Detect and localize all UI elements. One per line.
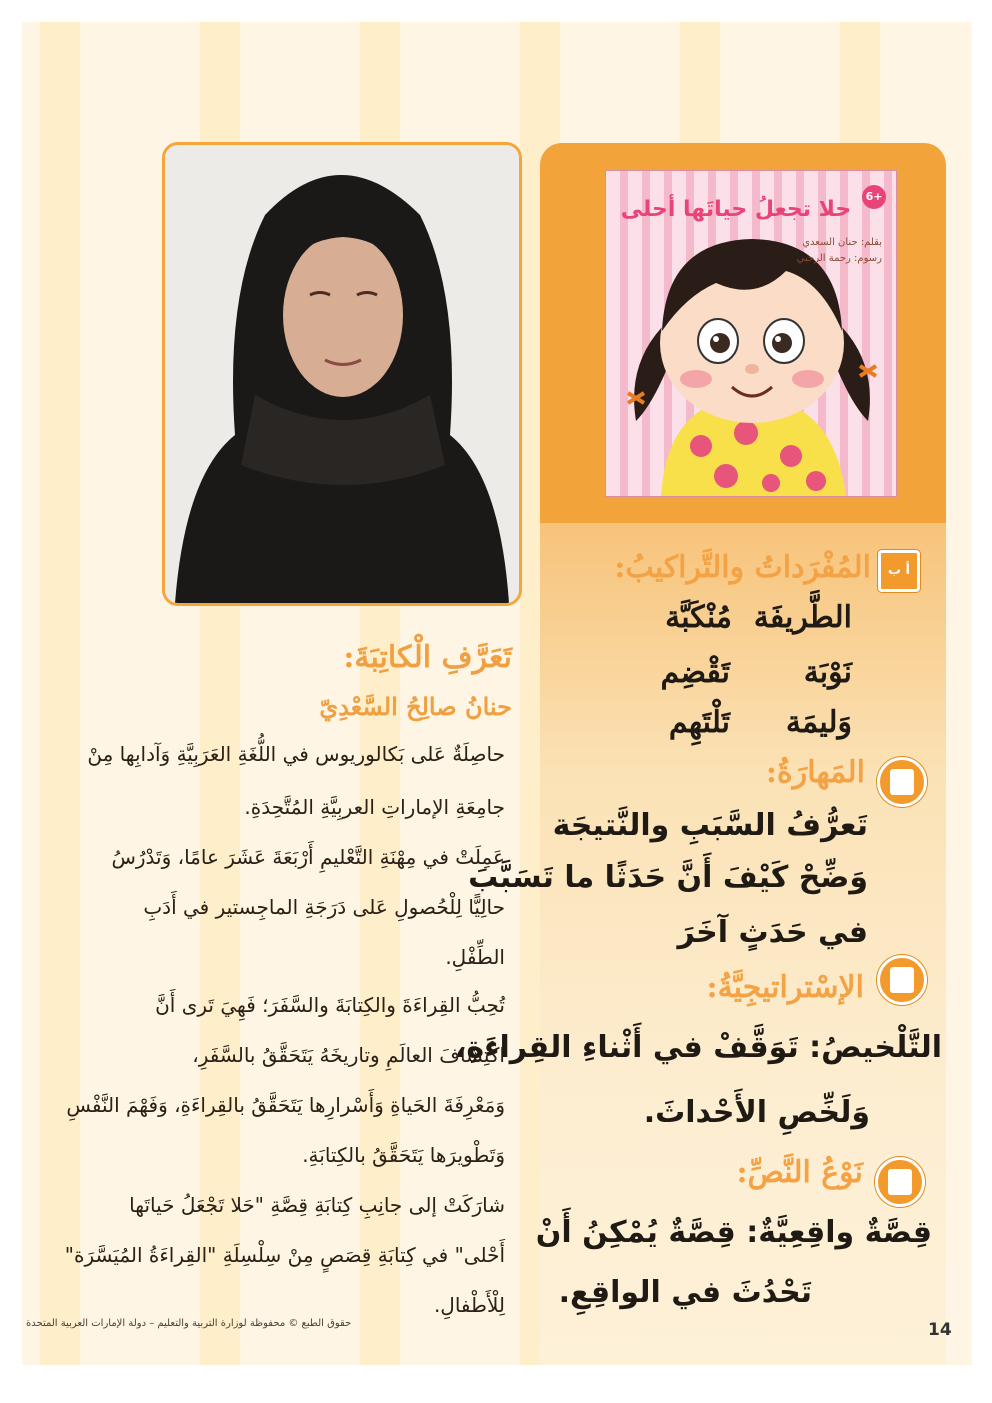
vocabulary-heading: المُفْرَداتُ والتَّراكيبُ:: [614, 550, 871, 585]
author-line-9: وَتَطْويرَها يَتَحَقَّقُ بالكِتابَةِ.: [302, 1143, 505, 1167]
vocab-word-4: تَقْضِم: [660, 655, 730, 690]
skill-icon: [877, 757, 927, 807]
author-photo: [162, 142, 522, 606]
illustrator-credit: رسوم: رحمة الرحبي: [796, 253, 882, 264]
author-line-6: تُحِبُّ القِراءَةَ والكِتابَةَ والسَّفَرَ؛ فَهِيَ تَرى أَنَّ: [155, 993, 505, 1017]
vocabulary-icon-label: أ ب: [887, 563, 911, 578]
author-line-4: حالِيًّا لِلْحُصولِ عَلى دَرَجَةِ الماجِستير في أَدَبِ: [143, 895, 505, 919]
author-line-2: جامِعَةِ الإماراتِ العربِيَّةِ المُتَّحِدَةِ.: [244, 795, 505, 819]
page-number: 14: [928, 1320, 952, 1340]
book-title: حلا تجعلُ حياتَها أحلى: [620, 197, 852, 222]
author-line-12: لِلْأَطْفالِ.: [433, 1293, 505, 1317]
book-credits: [797, 235, 882, 267]
page-margin-bottom: [0, 1365, 992, 1403]
author-line-11: أَحْلى" في كِتابَةِ قِصَصٍ مِنْ سِلْسِلَةِ "القِراءَةُ المُيَسَّرَة": [64, 1243, 505, 1267]
author-name: حنانُ صالِحُ السَّعْدِيّ: [319, 692, 512, 721]
strategy-line-1: التَّلْخيصُ: تَوَقَّفْ في أَثْناءِ القِراءَةِ،: [455, 1030, 942, 1065]
skill-line-2: وَضِّحْ كَيْفَ أَنَّ حَدَثًا ما تَسَبَّبَ: [468, 860, 868, 895]
skill-line-3: في حَدَثٍ آخَرَ: [677, 915, 868, 950]
text-type-icon: [875, 1157, 925, 1207]
copyright-notice: حقوق الطبع © محفوظة لوزارة التربية والتعليم – دولة الإمارات العربية المتحدة: [26, 1318, 352, 1329]
text-type-line-1: قِصَّةٌ واقِعِيَّةٌ: قِصَّةٌ يُمْكِنُ أَنْ: [535, 1215, 932, 1250]
skill-line-1: تَعرُّفُ السَّبَبِ والنَّتيجَة: [552, 808, 868, 843]
text-type-heading: نَوْعُ النَّصِّ:: [736, 1155, 863, 1190]
skill-heading: المَهارَةُ:: [765, 755, 865, 790]
vocab-word-2: مُنْكَبَّة: [665, 600, 732, 635]
author-line-3: عَمِلَتْ في مِهْنَةِ التَّعْليمِ أَرْبَعَةَ عَشَرَ عامًا، وَتَدْرُسُ: [111, 845, 505, 869]
page-margin-left: [0, 0, 22, 1403]
author-heading: تَعَرَّفِ الْكاتِبَةَ:: [343, 640, 512, 675]
vocab-word-1: الطَّريفَة: [753, 600, 852, 635]
author-line-10: شارَكَتْ إلى جانِبِ كِتابَةِ قِصَّةِ "حَلا تَجْعَلُ حَياتَها: [129, 1193, 505, 1217]
author-credit: بقلم: حنان السعدي: [802, 237, 882, 248]
author-line-8: وَمَعْرِفَةَ الحَياةِ وَأَسْرارِها يَتَحَقَّقُ بالقِراءَةِ، وَفَهْمَ النَّفْسِ: [66, 1093, 505, 1117]
vocab-word-3: نَوْبَة: [803, 655, 852, 690]
text-type-line-2: تَحْدُثَ في الواقِعِ.: [558, 1275, 812, 1310]
age-badge: 6+: [862, 185, 886, 209]
page-margin-right: [972, 0, 992, 1403]
strategy-heading: الإسْتراتيجِيَّةُ:: [706, 970, 864, 1005]
author-line-1: حاصِلَةٌ عَلى بَكالوريوس في اللُّغَةِ العَرَبِيَّةِ وَآدابِها مِنْ: [87, 742, 505, 766]
page-margin-top: [0, 0, 992, 22]
strategy-icon: [877, 955, 927, 1005]
vocabulary-icon: [878, 550, 920, 592]
vocab-word-6: تَلْتَهِم: [668, 705, 730, 740]
author-portrait: [165, 145, 519, 603]
author-line-5: الطِّفْلِ.: [445, 945, 505, 969]
strategy-line-2: وَلَخِّصِ الأَحْداثَ.: [643, 1095, 870, 1130]
book-cover-image: [605, 170, 897, 497]
author-line-7: اكْتِشافَ العالَمِ وتاريخَهُ يَتَحَقَّقُ بالسَّفَرِ،: [192, 1043, 505, 1067]
vocab-word-5: وَليمَة: [785, 705, 852, 740]
